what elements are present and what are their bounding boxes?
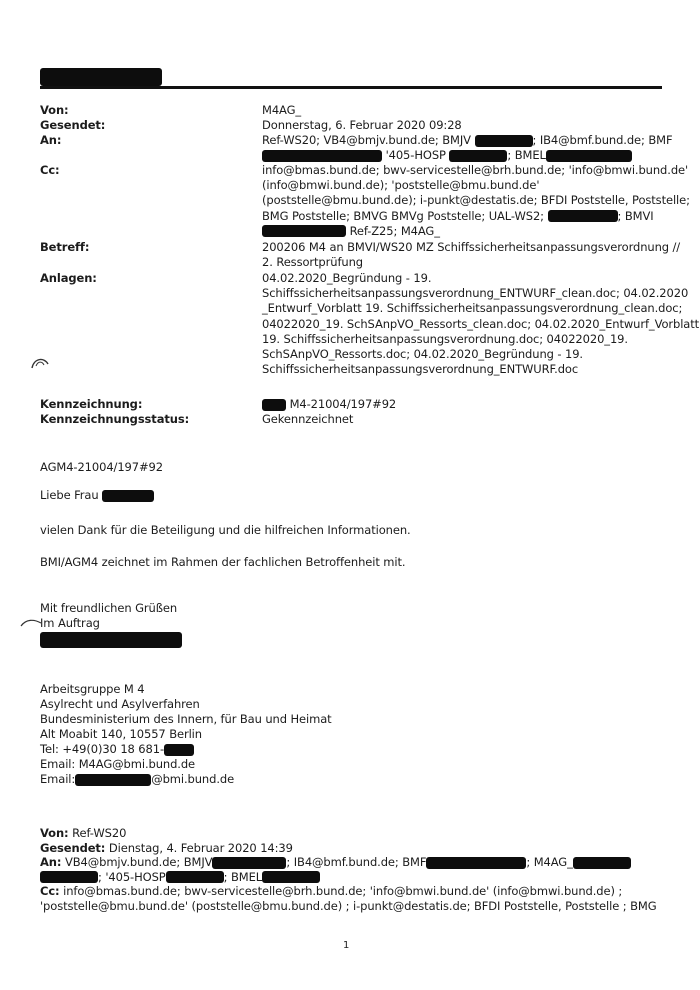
an-text-2b: ; BMEL xyxy=(507,148,546,163)
redacted-fwd-bmjv xyxy=(212,857,286,869)
anlagen-value xyxy=(262,271,700,377)
signature-line-1: Arbeitsgruppe M 4 xyxy=(40,682,145,696)
kennzeichnung-value xyxy=(262,397,662,412)
scan-artifact-mark xyxy=(30,355,50,371)
cc-text-4a: BMG Poststelle; BMVG BMVg Poststelle; UAL-WS2; xyxy=(262,208,544,223)
fwd-an2-text-b: ; BMEL xyxy=(223,869,263,884)
signature-line-3: Bundesministerium des Innern, für Bau und Heimat xyxy=(40,712,332,726)
redacted-sender-name xyxy=(40,68,162,86)
gesendet-label: Gesendet: xyxy=(40,118,106,132)
von-value: M4AG_ xyxy=(262,103,302,117)
signature-tel xyxy=(40,742,194,756)
page-number: 1 xyxy=(343,940,350,951)
gesendet-value: Donnerstag, 6. Februar 2020 09:28 xyxy=(262,118,462,132)
attachment-line-6: SchSAnpVO_Ressorts.doc; 04.02.2020_Begründung - 19. xyxy=(262,347,583,362)
closing-greeting: Mit freundlichen Grüßen xyxy=(40,601,178,615)
header-rule xyxy=(40,86,662,89)
email-2-label: Email: xyxy=(40,772,76,786)
redacted-fwd-bmf-2 xyxy=(40,871,98,883)
body-paragraph-2: BMI/AGM4 zeichnet im Rahmen der fachlichen Betroffenheit mit. xyxy=(40,555,406,569)
betreff-label: Betreff: xyxy=(40,240,90,254)
fwd-gesendet-line xyxy=(40,841,662,856)
cc-text-4b: ; BMVI xyxy=(617,208,654,223)
betreff-line-1: 200206 M4 an BMVI/WS20 MZ Schiffssicherheitsanpassungsverordnung // xyxy=(262,240,681,254)
closing-im-auftrag: Im Auftrag xyxy=(40,616,100,630)
fwd-an-text-c: ; M4AG_ xyxy=(526,855,573,869)
von-label: Von: xyxy=(40,103,69,117)
salutation xyxy=(40,488,154,502)
redacted-tel-extension xyxy=(164,744,194,756)
fwd-an-label: An: xyxy=(40,855,62,869)
redacted-bmf-contact xyxy=(262,150,382,162)
cc-line-5 xyxy=(262,224,662,239)
fwd-cc-line-2: 'poststelle@bmu.bund.de' (poststelle@bmu.bund.de) ; i-punkt@destatis.de; BFDI Poststelle, Poststelle ; BMG xyxy=(40,898,657,913)
fwd-an-line xyxy=(40,855,662,870)
redacted-fwd-hosp xyxy=(166,871,224,883)
redacted-recipient-name xyxy=(102,490,154,502)
an-line-2 xyxy=(262,148,662,163)
signature-line-2: Asylrecht und Asylverfahren xyxy=(40,697,200,711)
signature-email-1: Email: M4AG@bmi.bund.de xyxy=(40,757,196,771)
attachment-line-3: _Entwurf_Vorblatt 19. Schiffssicherheitsanpassungsverordnung_clean.doc; xyxy=(262,301,683,316)
attachment-line-4: 04022020_19. SchSAnpVO_Ressorts_clean.doc; 04.02.2020_Entwurf_Vorblatt xyxy=(262,316,700,331)
redacted-fwd-bmel xyxy=(262,871,320,883)
redacted-bmjv-contact xyxy=(475,135,533,147)
cc-value xyxy=(262,163,690,239)
kennzeichnungsstatus-label: Kennzeichnungsstatus: xyxy=(40,412,190,426)
cc-line-3: (poststelle@bmu.bund.de); i-punkt@destatis.de; BFDI Poststelle, Poststelle; xyxy=(262,193,690,208)
signature-email-2 xyxy=(40,772,234,786)
redacted-bmel-contact xyxy=(546,150,632,162)
fwd-cc-text-1: info@bmas.bund.de; bwv-servicestelle@brh.bund.de; 'info@bmwi.bund.de' (info@bmwi.bund.de) ; xyxy=(63,884,623,898)
cc-label: Cc: xyxy=(40,163,60,177)
kennzeichnungsstatus-value: Gekennzeichnet xyxy=(262,412,354,426)
fwd-gesendet-value: Dienstag, 4. Februar 2020 14:39 xyxy=(108,840,293,855)
redacted-email-local-part xyxy=(75,774,151,786)
redacted-fwd-m4ag xyxy=(573,857,631,869)
cc-text-5: Ref-Z25; M4AG_ xyxy=(349,223,440,238)
redacted-kennzeichnung-prefix xyxy=(262,399,286,411)
kennzeichnung-label: Kennzeichnung: xyxy=(40,397,143,411)
fwd-von-line xyxy=(40,826,662,841)
an-line-1 xyxy=(262,133,673,148)
attachment-line-1: 04.02.2020_Begründung - 19. xyxy=(262,271,432,285)
betreff-line-2: 2. Ressortprüfung xyxy=(262,255,363,270)
an-text-2a: '405-HOSP xyxy=(385,148,446,163)
redacted-bmvi-contact xyxy=(262,225,346,237)
redacted-hosp-contact xyxy=(449,150,507,162)
cc-line-2: (info@bmwi.bund.de); 'poststelle@bmu.bund.de' xyxy=(262,178,540,193)
redacted-signature-name xyxy=(40,632,182,648)
cc-line-4 xyxy=(262,209,662,224)
email-2-domain: @bmi.bund.de xyxy=(151,772,235,786)
fwd-an-line-2 xyxy=(40,870,662,885)
signature-scan-mark xyxy=(20,618,42,630)
an-text-1a: Ref-WS20; VB4@bmjv.bund.de; BMJV xyxy=(262,133,471,147)
redacted-ual-contact xyxy=(548,210,618,222)
fwd-an-text-b: ; IB4@bmf.bund.de; BMF xyxy=(286,855,427,869)
attachment-line-2: Schiffssicherheitsanpassungsverordnung_ENTWURF_clean.doc; 04.02.2020 xyxy=(262,286,689,301)
kennzeichnung-text: M4-21004/197#92 xyxy=(289,397,397,411)
fwd-an2-text-a: ; '405-HOSP xyxy=(98,869,166,884)
fwd-gesendet-label: Gesendet: xyxy=(40,840,106,855)
fwd-cc-line xyxy=(40,884,662,899)
fwd-von-label: Von: xyxy=(40,826,69,840)
an-value xyxy=(262,133,673,163)
attachment-line-7: Schiffssicherheitsanpassungsverordnung_ENTWURF.doc xyxy=(262,362,579,377)
salutation-text: Liebe Frau xyxy=(40,488,99,502)
attachment-line-5: 19. Schiffssicherheitsanpassungsverordnung.doc; 04022020_19. xyxy=(262,331,628,346)
reference-number: AGM4-21004/197#92 xyxy=(40,460,163,474)
betreff-value xyxy=(262,240,681,270)
fwd-von-value: Ref-WS20 xyxy=(72,826,127,840)
an-label: An: xyxy=(40,133,62,147)
fwd-an-text-a: VB4@bmjv.bund.de; BMJV xyxy=(64,855,213,869)
signature-line-4: Alt Moabit 140, 10557 Berlin xyxy=(40,727,202,741)
redacted-fwd-bmf xyxy=(426,857,526,869)
forwarded-header xyxy=(40,826,662,913)
an-text-1b: ; IB4@bmf.bund.de; BMF xyxy=(532,133,673,147)
cc-line-1: info@bmas.bund.de; bwv-servicestelle@brh.bund.de; 'info@bmwi.bund.de' xyxy=(262,163,689,177)
fwd-cc-label: Cc: xyxy=(40,884,60,898)
body-paragraph-1: vielen Dank für die Beteiligung und die hilfreichen Informationen. xyxy=(40,523,411,537)
anlagen-label: Anlagen: xyxy=(40,271,97,285)
tel-text: Tel: +49(0)30 18 681- xyxy=(40,742,165,756)
